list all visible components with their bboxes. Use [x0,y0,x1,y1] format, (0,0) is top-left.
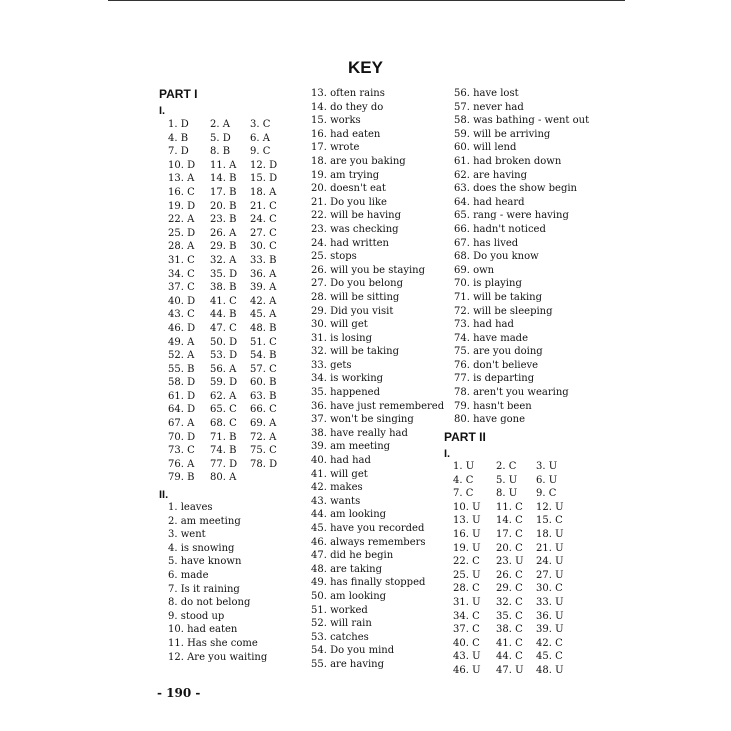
answer-cell: 1. U [453,461,475,472]
answer-cell: 66. C [250,404,277,416]
answer-cell: 20. C [496,542,523,554]
answer-item: 3. went [168,529,206,541]
part-1-section-2-answers [168,501,267,664]
answer-item: 15. works [311,115,361,127]
answer-cell: 17. C [496,528,523,540]
answer-cell: 31. C [168,254,195,266]
answer-cell: 68. C [210,418,237,430]
answer-item: 16. had eaten [311,128,381,140]
answer-row [168,444,290,458]
answer-item: 8. do not belong [168,597,251,609]
answer-item: 31. is losing [311,332,372,344]
answer-cell: 33. U [536,596,564,608]
answer-cell: 39. A [250,282,277,294]
answer-row [453,664,576,678]
answer-cell: 24. C [250,214,277,226]
answer-item: 20. doesn't eat [311,183,386,195]
answer-row [168,213,290,227]
answer-cell: 38. C [496,624,523,636]
answer-item: 42. makes [311,482,363,494]
answer-cell: 43. C [168,309,195,321]
answer-row [168,295,290,309]
answer-item: 59. will be arriving [454,128,551,140]
answer-cell: 13. A [168,173,195,185]
answer-row [453,528,576,542]
answer-cell: 2. A [210,119,230,130]
answer-cell: 10. U [453,501,481,513]
answer-cell: 46. U [453,664,481,676]
answer-item: 52. will rain [311,618,372,630]
top-rule [108,0,625,1]
answer-cell: 48. B [250,322,277,334]
answer-item: 40. had had [311,455,371,467]
answer-row [453,501,576,515]
answer-cell: 16. C [168,186,195,198]
answer-row [168,390,290,404]
answer-item: 72. will be sleeping [454,305,553,317]
answer-cell: 50. D [210,336,238,348]
answer-item: 80. have gone [454,414,526,426]
answer-row [168,403,290,417]
answer-cell: 36. A [250,268,277,280]
answer-cell: 47. C [210,322,237,334]
answer-cell: 32. A [210,254,237,266]
answer-item: 27. Do you belong [311,278,403,290]
answer-item: 75. are you doing [454,346,543,358]
answer-cell: 26. A [210,227,237,239]
answer-cell: 56. A [210,363,237,375]
answer-cell: 6. U [536,474,558,486]
answer-item: 6. made [168,569,209,581]
answer-cell: 41. C [210,295,237,307]
answer-cell: 28. A [168,241,195,253]
answer-row [453,610,576,624]
answer-item: 32. will be taking [311,346,399,358]
answer-item: 35. happened [311,387,380,399]
answer-cell: 12. U [536,501,564,513]
answer-cell: 65. C [210,404,237,416]
answer-cell: 35. D [210,268,238,280]
answer-item: 33. gets [311,359,352,371]
answer-item: 44. am looking [311,509,387,521]
answer-cell: 34. C [453,610,480,622]
answer-row [453,460,576,474]
answer-cell: 3. C [250,119,271,130]
answer-row [168,132,290,146]
answer-cell: 57. C [250,363,277,375]
answer-item: 61. had broken down [454,155,562,167]
answer-cell: 47. U [496,664,524,676]
answer-cell: 77. D [210,458,238,470]
answer-item: 57. never had [454,101,524,113]
answer-item: 18. are you baking [311,155,406,167]
answer-item: 24. had written [311,237,389,249]
answer-cell: 20. B [210,200,237,212]
answer-item: 19. am trying [311,169,380,181]
answer-cell: 74. B [210,445,237,457]
answer-cell: 14. C [496,515,523,527]
answer-cell: 37. C [168,282,195,294]
answer-cell: 8. U [496,488,518,500]
answer-row [168,200,290,214]
answer-cell: 71. B [210,431,237,443]
answer-cell: 8. B [210,146,231,158]
answer-item: 63. does the show begin [454,183,577,195]
answer-item: 23. was checking [311,223,399,235]
answer-cell: 29. B [210,241,237,253]
answer-item: 29. Did you visit [311,305,394,317]
answer-cell: 34. C [168,268,195,280]
answer-item: 5. have known [168,556,242,568]
answer-cell: 40. C [453,637,480,649]
answer-item: 67. has lived [454,237,519,249]
answer-cell: 49. A [168,336,195,348]
answer-item: 58. was bathing - went out [454,115,590,127]
answer-cell: 9. C [536,488,557,500]
answer-row [168,322,290,336]
answer-cell: 18. A [250,186,277,198]
answer-item: 66. hadn't noticed [454,223,546,235]
answer-item: 41. will get [311,468,368,480]
answer-cell: 69. A [250,418,277,430]
part-1-section-2-label: II. [159,489,169,501]
answer-cell: 39. U [536,624,564,636]
answer-cell: 21. C [250,200,277,212]
answer-cell: 15. D [250,173,278,185]
answer-cell: 22. A [168,214,195,226]
answer-item: 36. have just remembered [311,400,445,412]
answer-cell: 7. C [453,488,474,500]
answer-item: 68. Do you know [454,251,539,263]
answer-cell: 31. U [453,596,481,608]
answer-item: 64. had heard [454,196,525,208]
answer-cell: 15. C [536,515,563,527]
answer-item: 60. will lend [454,142,517,154]
answer-cell: 9. C [250,146,271,158]
answer-cell: 17. B [210,186,237,198]
answer-cell: 23. B [210,214,237,226]
answer-item: 54. Do you mind [311,645,395,657]
answer-row [168,118,290,132]
answer-item: 62. are having [454,169,528,181]
answer-item: 38. have really had [311,427,408,439]
answer-row [168,268,290,282]
answer-cell: 42. C [536,637,563,649]
page-title: KEY [348,58,383,77]
answer-item: 34. is working [311,373,384,385]
answer-row [168,363,290,377]
answer-row [168,308,290,322]
answer-cell: 19. U [453,542,481,554]
answer-cell: 2. C [496,461,517,472]
answer-cell: 3. U [536,461,558,472]
part-1-section-1-answers [168,118,290,485]
part-2-section-1-answers [453,460,576,678]
answer-row [168,240,290,254]
answer-item: 79. hasn't been [454,400,532,412]
answer-row [453,569,576,583]
part-1-section-1-label: I. [159,105,166,117]
right-column-answers [454,87,589,427]
answer-item: 49. has finally stopped [311,577,426,589]
answer-cell: 60. B [250,377,277,389]
part-1-heading: PART I [159,87,198,101]
answer-row [453,582,576,596]
answer-cell: 14. B [210,173,237,185]
answer-row [168,159,290,173]
answer-item: 13. often rains [311,88,385,99]
answer-item: 1. leaves [168,502,213,513]
answer-cell: 46. D [168,322,196,334]
answer-cell: 80. A [210,472,237,484]
answer-item: 2. am meeting [168,515,241,527]
answer-cell: 44. C [496,651,523,663]
answer-item: 21. Do you like [311,196,387,208]
answer-cell: 75. C [250,445,277,457]
answer-cell: 23. U [496,556,524,568]
answer-cell: 21. U [536,542,564,554]
answer-cell: 16. U [453,528,481,540]
answer-cell: 18. U [536,528,564,540]
answer-row [453,487,576,501]
answer-item: 37. won't be singing [311,414,414,426]
answer-item: 28. will be sitting [311,291,400,303]
answer-item: 71. will be taking [454,291,542,303]
answer-cell: 5. D [210,132,231,144]
answer-item: 73. had had [454,319,514,331]
answer-cell: 30. C [250,241,277,253]
answer-item: 25. stops [311,251,357,263]
answer-row [453,514,576,528]
answer-row [168,281,290,295]
answer-item: 55. are having [311,658,385,670]
middle-column-answers [311,87,444,672]
answer-cell: 35. C [496,610,523,622]
answer-cell: 67. A [168,418,195,430]
answer-cell: 13. U [453,515,481,527]
answer-cell: 26. C [496,569,523,581]
answer-item: 11. Has she come [168,637,258,649]
answer-cell: 4. C [453,474,474,486]
answer-cell: 45. A [250,309,277,321]
answer-row [168,172,290,186]
answer-cell: 48. U [536,664,564,676]
answer-item: 30. will get [311,319,368,331]
answer-row [168,458,290,472]
answer-cell: 63. B [250,390,277,402]
answer-row [453,474,576,488]
answer-cell: 38. B [210,282,237,294]
answer-cell: 11. A [210,159,237,171]
answer-cell: 19. D [168,200,196,212]
answer-cell: 40. D [168,295,196,307]
answer-cell: 6. A [250,132,270,144]
answer-cell: 7. D [168,146,189,158]
answer-cell: 45. C [536,651,563,663]
answer-cell: 28. C [453,583,480,595]
answer-cell: 36. U [536,610,564,622]
answer-item: 56. have lost [454,88,519,99]
answer-cell: 70. D [168,431,196,443]
answer-item: 48. are taking [311,563,383,575]
answer-row [453,596,576,610]
answer-cell: 53. D [210,350,238,362]
answer-cell: 64. D [168,404,196,416]
page-number: - 190 - [157,686,201,700]
answer-row [453,650,576,664]
answer-cell: 11. C [496,501,523,513]
answer-cell: 12. D [250,159,278,171]
answer-cell: 78. D [250,458,278,470]
answer-cell: 4. B [168,132,189,144]
answer-item: 50. am looking [311,590,387,602]
part-2-heading: PART II [444,430,486,444]
answer-item: 74. have made [454,332,528,344]
answer-item: 39. am meeting [311,441,391,453]
answer-row [453,542,576,556]
answer-item: 7. Is it raining [168,583,240,595]
answer-row [168,145,290,159]
answer-cell: 41. C [496,637,523,649]
answer-cell: 10. D [168,159,196,171]
answer-item: 65. rang - were having [454,210,569,222]
answer-cell: 32. C [496,596,523,608]
answer-cell: 72. A [250,431,277,443]
answer-item: 14. do they do [311,101,384,113]
answer-item: 43. wants [311,495,361,507]
answer-item: 77. is departing [454,373,535,385]
answer-cell: 79. B [168,472,195,484]
answer-cell: 25. D [168,227,196,239]
answer-cell: 22. C [453,556,480,568]
answer-item: 76. don't believe [454,359,539,371]
answer-row [168,471,290,485]
answer-cell: 44. B [210,309,237,321]
answer-item: 53. catches [311,631,369,643]
answer-cell: 54. B [250,350,277,362]
answer-cell: 51. C [250,336,277,348]
answer-item: 26. will you be staying [311,264,426,276]
answer-cell: 30. C [536,583,563,595]
answer-cell: 25. U [453,569,481,581]
answer-cell: 24. U [536,556,564,568]
answer-item: 46. always remembers [311,536,426,548]
answer-item: 10. had eaten [168,624,238,636]
answer-cell: 29. C [496,583,523,595]
answer-cell: 62. A [210,390,237,402]
answer-item: 9. stood up [168,610,225,622]
answer-cell: 55. B [168,363,195,375]
answer-row [453,623,576,637]
answer-cell: 27. C [250,227,277,239]
answer-row [168,417,290,431]
answer-cell: 27. U [536,569,564,581]
answer-row [453,555,576,569]
answer-item: 51. worked [311,604,368,616]
answer-row [168,227,290,241]
answer-item: 4. is snowing [168,542,235,554]
answer-cell: 33. B [250,254,277,266]
answer-cell: 61. D [168,390,196,402]
answer-item: 45. have you recorded [311,523,425,534]
answer-cell: 52. A [168,350,195,362]
part-2-section-1-label: I. [444,448,451,460]
answer-row [168,431,290,445]
answer-item: 12. Are you waiting [168,651,268,663]
answer-item: 78. aren't you wearing [454,387,569,399]
answer-row [168,254,290,268]
answer-item: 22. will be having [311,210,402,222]
answer-cell: 73. C [168,445,195,457]
answer-cell: 43. U [453,651,481,663]
answer-cell: 42. A [250,295,277,307]
answer-cell: 58. D [168,377,196,389]
answer-item: 69. own [454,264,495,276]
answer-cell: 1. D [168,119,189,130]
answer-row [168,349,290,363]
answer-item: 47. did he begin [311,550,394,562]
answer-row [453,637,576,651]
answer-row [168,336,290,350]
answer-row [168,376,290,390]
answer-cell: 59. D [210,377,238,389]
answer-cell: 76. A [168,458,195,470]
answer-item: 70. is playing [454,278,522,290]
answer-cell: 5. U [496,474,518,486]
answer-cell: 37. C [453,624,480,636]
answer-row [168,186,290,200]
answer-item: 17. wrote [311,142,360,154]
